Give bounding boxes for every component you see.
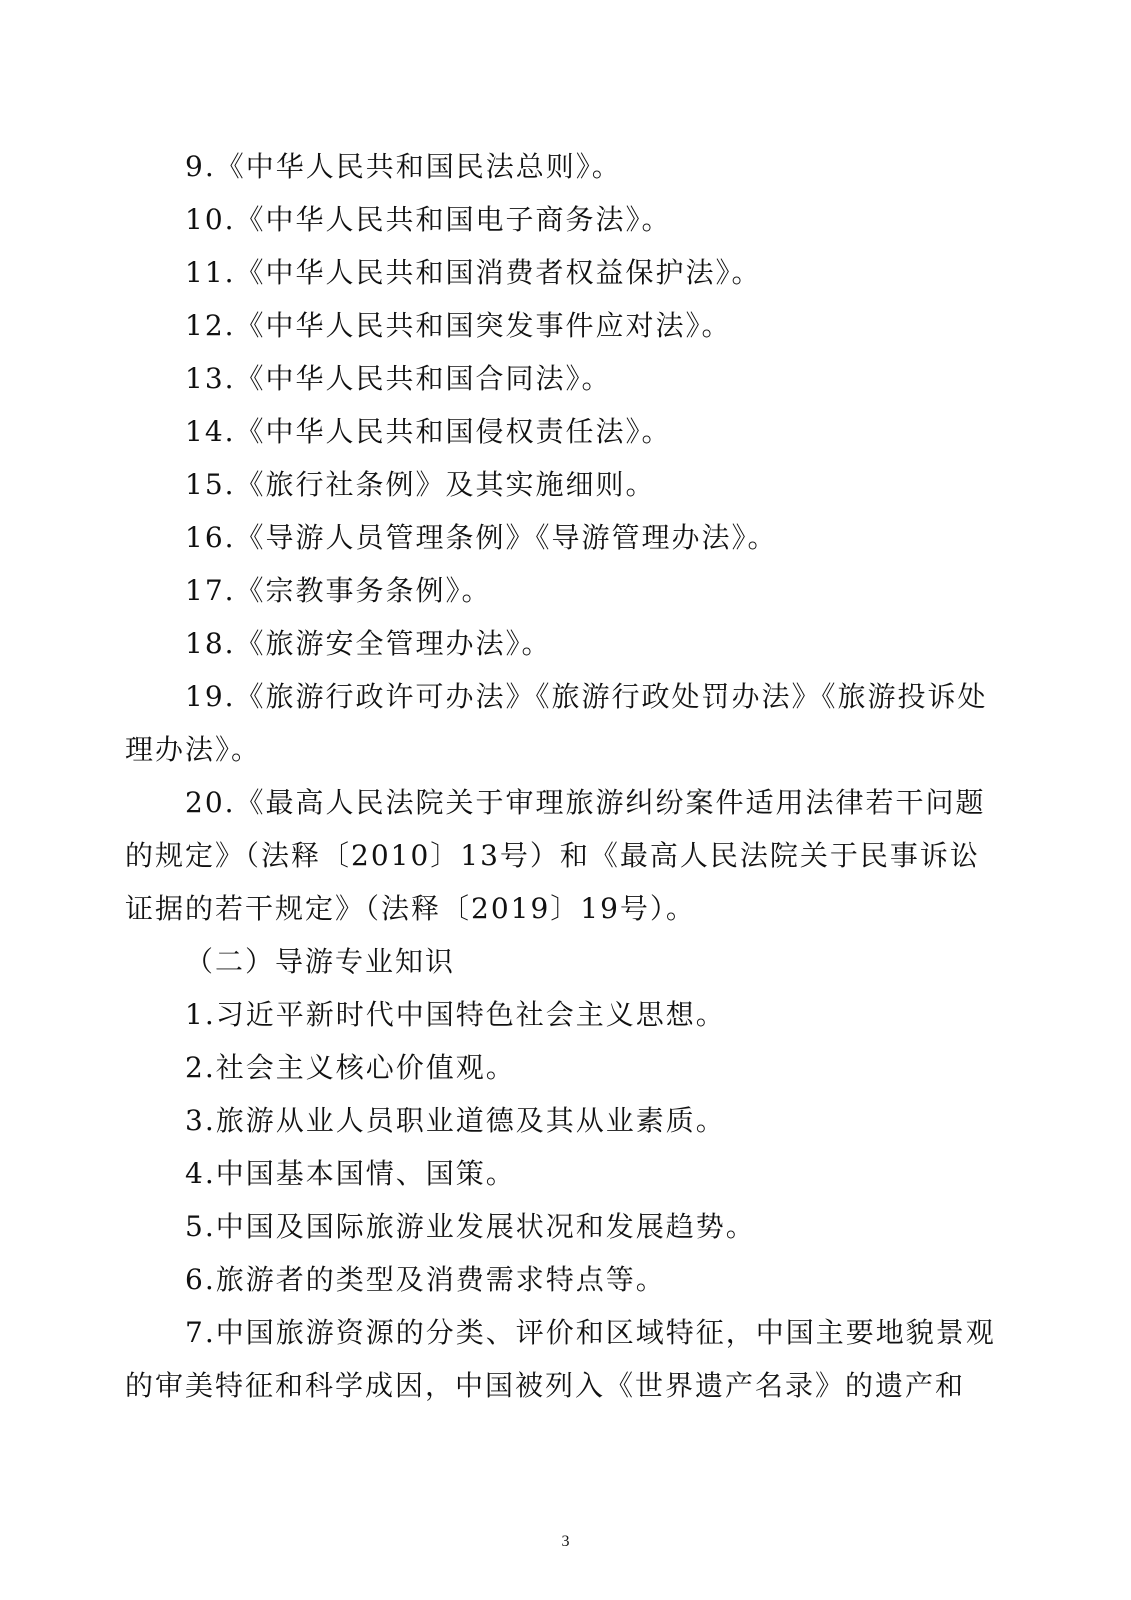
law-item-9: 9.《中华人民共和国民法总则》。 [185,150,622,183]
knowledge-item-1: 1.习近平新时代中国特色社会主义思想。 [185,998,726,1031]
page-number: 3 [561,1533,570,1550]
law-item-16: 16.《导游人员管理条例》《导游管理办法》。 [185,521,778,554]
law-item-15: 15.《旅行社条例》及其实施细则。 [185,468,656,501]
law-item-10: 10.《中华人民共和国电子商务法》。 [185,203,672,236]
knowledge-item-6: 6.旅游者的类型及消费需求特点等。 [185,1263,666,1296]
knowledge-item-5: 5.中国及国际旅游业发展状况和发展趋势。 [185,1210,756,1243]
law-item-19: 19.《旅游行政许可办法》《旅游行政处罚办法》《旅游投诉处理办法》。 [125,680,988,766]
law-item-12: 12.《中华人民共和国突发事件应对法》。 [185,309,732,342]
knowledge-item-7: 7.中国旅游资源的分类、评价和区域特征，中国主要地貌景观的审美特征和科学成因，中国被列入《世界遗产名录》的遗产和 [125,1316,996,1402]
law-item-18: 18.《旅游安全管理办法》。 [185,627,552,660]
law-item-20: 20.《最高人民法院关于审理旅游纠纷案件适用法律若干问题的规定》（法释〔2010〕13号）和《最高人民法院关于民事诉讼证据的若干规定》（法释〔2019〕19号）。 [125,786,986,925]
law-item-11: 11.《中华人民共和国消费者权益保护法》。 [185,256,762,289]
knowledge-item-3: 3.旅游从业人员职业道德及其从业素质。 [185,1104,726,1137]
document-body [125,140,1003,1412]
knowledge-item-2: 2.社会主义核心价值观。 [185,1051,516,1084]
section-heading: （二）导游专业知识 [185,945,456,978]
law-item-13: 13.《中华人民共和国合同法》。 [185,362,612,395]
law-item-17: 17.《宗教事务条例》。 [185,574,492,607]
law-item-14: 14.《中华人民共和国侵权责任法》。 [185,415,672,448]
knowledge-item-4: 4.中国基本国情、国策。 [185,1157,516,1190]
